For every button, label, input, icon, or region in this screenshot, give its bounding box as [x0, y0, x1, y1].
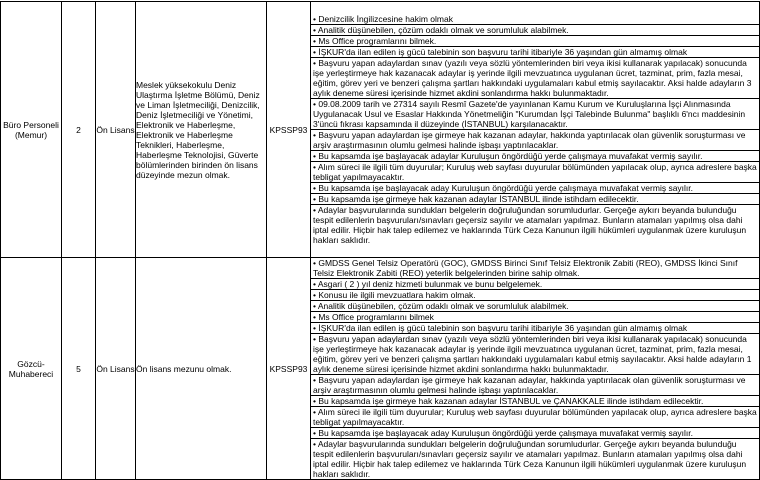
requirement-item: • GMDSS Genel Telsiz Operatörü (GOC), GMDSS Birinci Sınıf Telsiz Elektronik Zabiti (REO), GMDSS İkinci Sınıf Telsiz Elektronik Zabiti (REO) yeterlik belgelerinden birine sahip olmak. [311, 258, 759, 279]
requirement-item: • Denizcilik İngilizcesine hakim olmak [311, 14, 759, 25]
requirement-item: • Başvuru yapan adaylardan sınav (yazılı veya sözlü yöntemlerinden biri veya ikisi kullanarak yapılacak) sonucunda işe yerleştirmeye hak kazanacak adaylar iş yerinde ilgili mevzuatınca uygulanan ücret, tazminat, prim, fazla mesai, eğitim, görev yeri ve benzeri çalışma şartları hakkındaki uygulamaları kabul etmiş sayılacaktır. Aksi halde adayların 3 aylık deneme süresi içerisinde hizmet akdini sonlandırma hakkı bulunmaktadır. [311, 58, 759, 99]
table-row [1, 2, 760, 258]
requirement-item: • Başvuru yapan adaylardan işe girmeye hak kazanan adaylar, hakkında yaptırılacak olan güvenlik soruşturması ve arşiv araştırmasının olumlu gelmesi halinde işbaşı yaptırılacaklar. [311, 130, 759, 151]
requirement-item: • Ms Office programlarını bilmek. [311, 36, 759, 47]
requirement-item: • Bu kapsamda işe başlayacak aday Kuruluşun öngördüğü yerde çalışmaya muvafakat vermiş sayılır. [311, 183, 759, 194]
table-row [1, 258, 760, 480]
requirement-item: • Başvuru yapan adaylardan sınav (yazılı veya sözlü yöntemlerinden biri veya ikisi kullanarak yapılacak) sonucunda işe yerleştirmeye hak kazanacak adaylar iş yerinde ilgili mevzuatınca uygulanan ücret, tazminat, prim, fazla mesai, eğitim, görev yeri ve benzeri çalışma şartları hakkındaki uygulamaları kabul etmiş sayılacaktır. Aksi halde adayların 1 aylık deneme süresi içerisinde hizmet akdini sonlandırma hakkı bulunmaktadır. [311, 334, 759, 375]
count-cell: 5 [62, 258, 96, 480]
requirement-item: • Bu kapsamda işe başlayacak adaylar Kuruluşun öngördüğü yerde çalışmaya muvafakat vermiş sayılır. [311, 151, 759, 162]
job-listing-table [0, 1, 760, 480]
requirement-item: • Alım süreci ile ilgili tüm duyurular; Kuruluş web sayfası duyurular bölümünden yapılacak olup, ayrıca adreslere başka tebligat yapılmayacaktır. [311, 162, 759, 183]
requirement-item: • Adaylar başvurularında sundukları belgelerin doğruluğundan sorumludurlar. Gerçeğe aykırı beyanda bulunduğu tespit edilenlerin başvuruları/sınavları geçersiz sayılır ve atamaları yapılmaz. Bunların atamaları yapılmış olsa dahi iptal edilir. Hiçbir hak talep edilemez ve haklarında Türk Ceza Kanunun ilgili hükümleri uygulanmak üzere kuruluşun hakları saklıdır. [313, 205, 747, 245]
requirement-item: • Konusu ile ilgili mevzuatlara hakim olmak. [311, 290, 759, 301]
department-cell: Ön lisans mezunu olmak. [136, 258, 267, 480]
requirement-item: • Başvuru yapan adaylardan işe girmeye hak kazanan adaylar, hakkında yaptırılacak olan güvenlik soruşturması ve arşiv araştırmasının olumlu gelmesi halinde işbaşı yaptırılacaklar. [311, 375, 759, 396]
requirement-item: • Alım süreci ile ilgili tüm duyurular; Kuruluş web sayfası duyurular bölümünden yapılacak olup, ayrıca adreslere başka tebligat yapılmayacaktır. [311, 407, 759, 428]
requirement-item: • Asgari ( 2 ) yıl deniz hizmeti bulunmak ve bunu belgelemek. [311, 279, 759, 290]
department-cell: Meslek yüksekokulu Deniz Ulaştırma İşletme Bölümü, Deniz ve Liman İşletmeciliği, Denizcilik, Deniz İşletmeciliği ve Yönetimi, Elektronik ve Haberleşme, Elektronik ve Haberleşme Teknikleri, Haberleşme, Haberleşme Teknolojisi, Güverte bölümlerinden birinden ön lisans düzeyinde mezun olmak. [136, 2, 267, 258]
requirement-item: • 09.08.2009 tarih ve 27314 sayılı Resmî Gazete'de yayınlanan Kamu Kurum ve Kuruluşlarına İşçi Alınmasında Uygulanacak Usul ve Esaslar Hakkında Yönetmeliğin "Kurumdan İşçi Talebinde Bulunma" başlıklı 6'ncı maddesinin 3'üncü fıkrası kapsamında il düzeyinde (İSTANBUL) karşılanacaktır. [311, 99, 759, 130]
exam-cell: KPSSP93 [267, 258, 311, 480]
requirement-item: • Analitik düşünebilen, çözüm odaklı olmak ve sorumluluk alabilmek. [311, 25, 759, 36]
position-cell: Gözcü-Muhabereci [1, 258, 62, 480]
requirements-cell [311, 258, 760, 480]
requirement-item: • Bu kapsamda işe başlayacak aday Kuruluşun öngördüğü yerde çalışmaya muvafakat vermiş sayılır. [311, 428, 759, 439]
requirement-item: • Bu kapsamda işe girmeye hak kazanan adaylar İSTANBUL ilinde istihdam edilecektir. [311, 194, 759, 205]
requirement-item: • Bu kapsamda işe girmeye hak kazanan adaylar İSTANBUL ve ÇANAKKALE ilinde istihdam edilecektir. [311, 396, 759, 407]
position-cell: Büro Personeli (Memur) [1, 2, 62, 258]
requirement-item: • Analitik düşünebilen, çözüm odaklı olmak ve sorumluluk alabilmek. [311, 301, 759, 312]
exam-cell: KPSSP93 [267, 2, 311, 258]
requirements-cell [311, 2, 760, 258]
requirement-item: • İŞKUR'da ilan edilen iş gücü talebinin son başvuru tarihi itibariyle 36 yaşından gün almamış olmak [311, 47, 759, 58]
requirement-item: • İŞKUR'da ilan edilen iş gücü talebinin son başvuru tarihi itibariyle 36 yaşından gün almamış olmak [311, 323, 759, 334]
requirement-item: • Adaylar başvurularında sundukları belgelerin doğruluğundan sorumludurlar. Gerçeğe aykırı beyanda bulunduğu tespit edilenlerin başvuruları/sınavları geçersiz sayılır ve atamaları yapılmaz. Bunların atamaları yapılmış olsa dahi iptal edilir. Hiçbir hak talep edilemez ve haklarında Türk Ceza Kanunun ilgili hükümleri uygulanmak üzere kuruluşun hakları saklıdır. [313, 439, 747, 479]
education-cell: Ön Lisans [96, 2, 136, 258]
education-cell: Ön Lisans [96, 258, 136, 480]
count-cell: 2 [62, 2, 96, 258]
requirement-item: • Ms Office programlarını bilmek [311, 312, 759, 323]
